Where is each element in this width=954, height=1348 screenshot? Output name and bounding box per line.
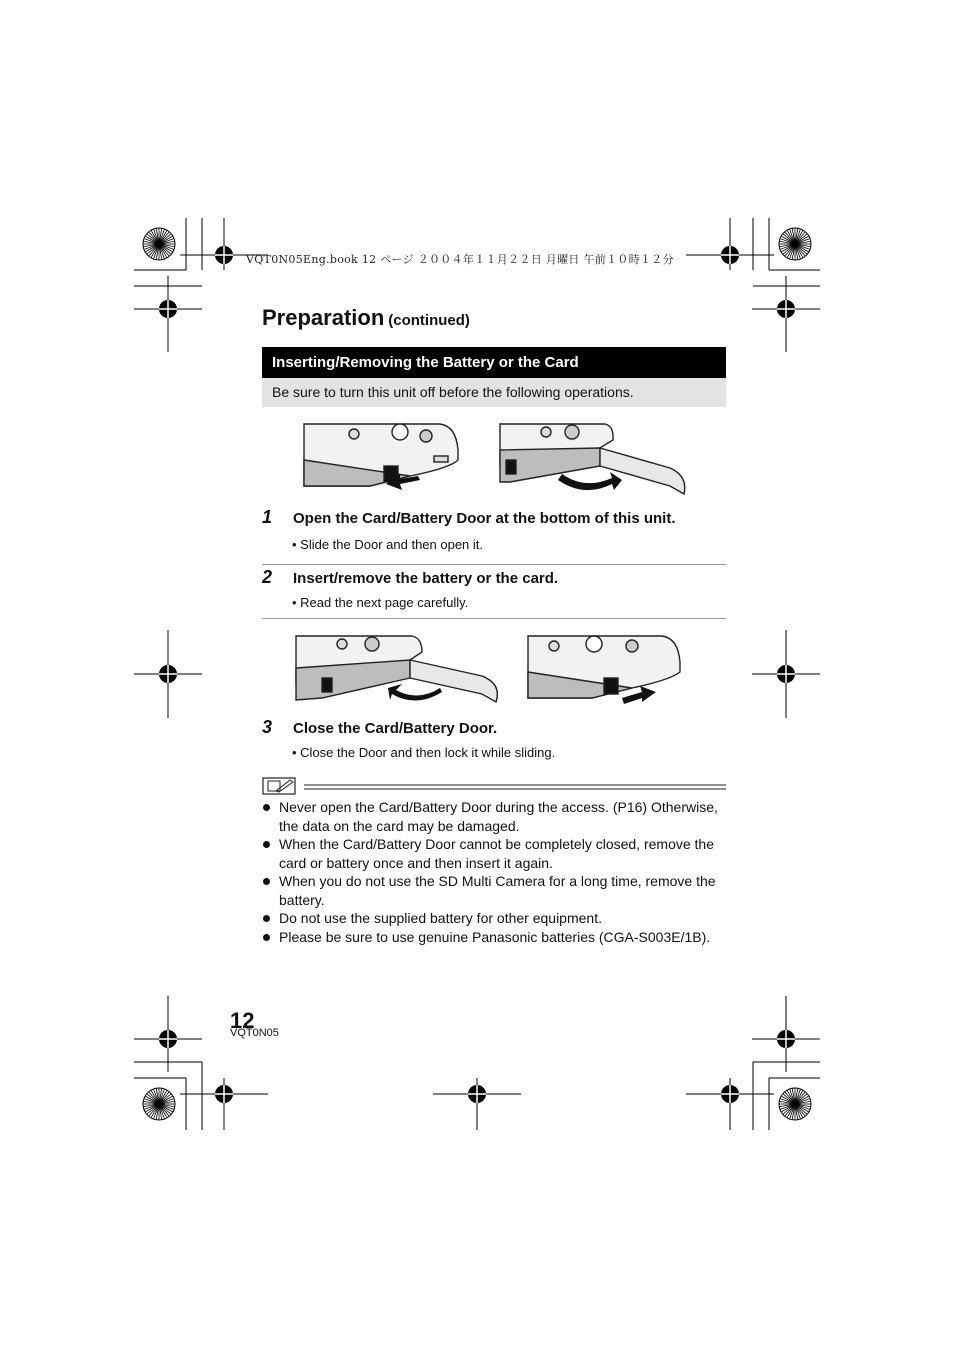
note-item: When the Card/Battery Door cannot be completely closed, remove the card or battery once and then insert it again.: [262, 835, 732, 872]
note-item: Please be sure to use genuine Panasonic batteries (CGA-S003E/1B).: [262, 928, 732, 947]
page-title: [262, 305, 470, 331]
step-number: 2: [262, 567, 273, 587]
step-text: Close the Card/Battery Door.: [293, 720, 498, 737]
section-heading: Inserting/Removing the Battery or the Card: [262, 347, 726, 378]
section-note: Be sure to turn this unit off before the following operations.: [262, 378, 726, 407]
step-sub: • Slide the Door and then open it.: [292, 537, 484, 552]
illustration-close-door: [292, 632, 692, 710]
print-header-line: VQT0N05Eng.book 12 ページ ２００４年１１月２２日 月曜日 午前１０時１２分: [246, 253, 674, 266]
memo-icon: [262, 777, 728, 795]
divider: [262, 618, 726, 619]
step-text: Open the Card/Battery Door at the bottom of this unit.: [293, 510, 676, 527]
step-text: Insert/remove the battery or the card.: [293, 570, 559, 587]
page-title-main: Preparation: [262, 305, 385, 330]
step-sub: • Close the Door and then lock it while sliding.: [292, 745, 556, 760]
illustration-open-door: [300, 420, 700, 498]
note-item: Do not use the supplied battery for other equipment.: [262, 909, 732, 928]
notes-list: [262, 798, 732, 946]
step-sub: • Read the next page carefully.: [292, 595, 469, 610]
note-item: Never open the Card/Battery Door during the access. (P16) Otherwise, the data on the card may be damaged.: [262, 798, 732, 835]
note-item: When you do not use the SD Multi Camera for a long time, remove the battery.: [262, 872, 732, 909]
page-number: 12: [230, 1008, 255, 1033]
divider: [262, 564, 726, 565]
step-number: 3: [262, 717, 273, 737]
document-code: VQT0N05: [230, 1027, 279, 1039]
step-number: 1: [262, 507, 273, 527]
page-title-sub: (continued): [388, 312, 470, 329]
